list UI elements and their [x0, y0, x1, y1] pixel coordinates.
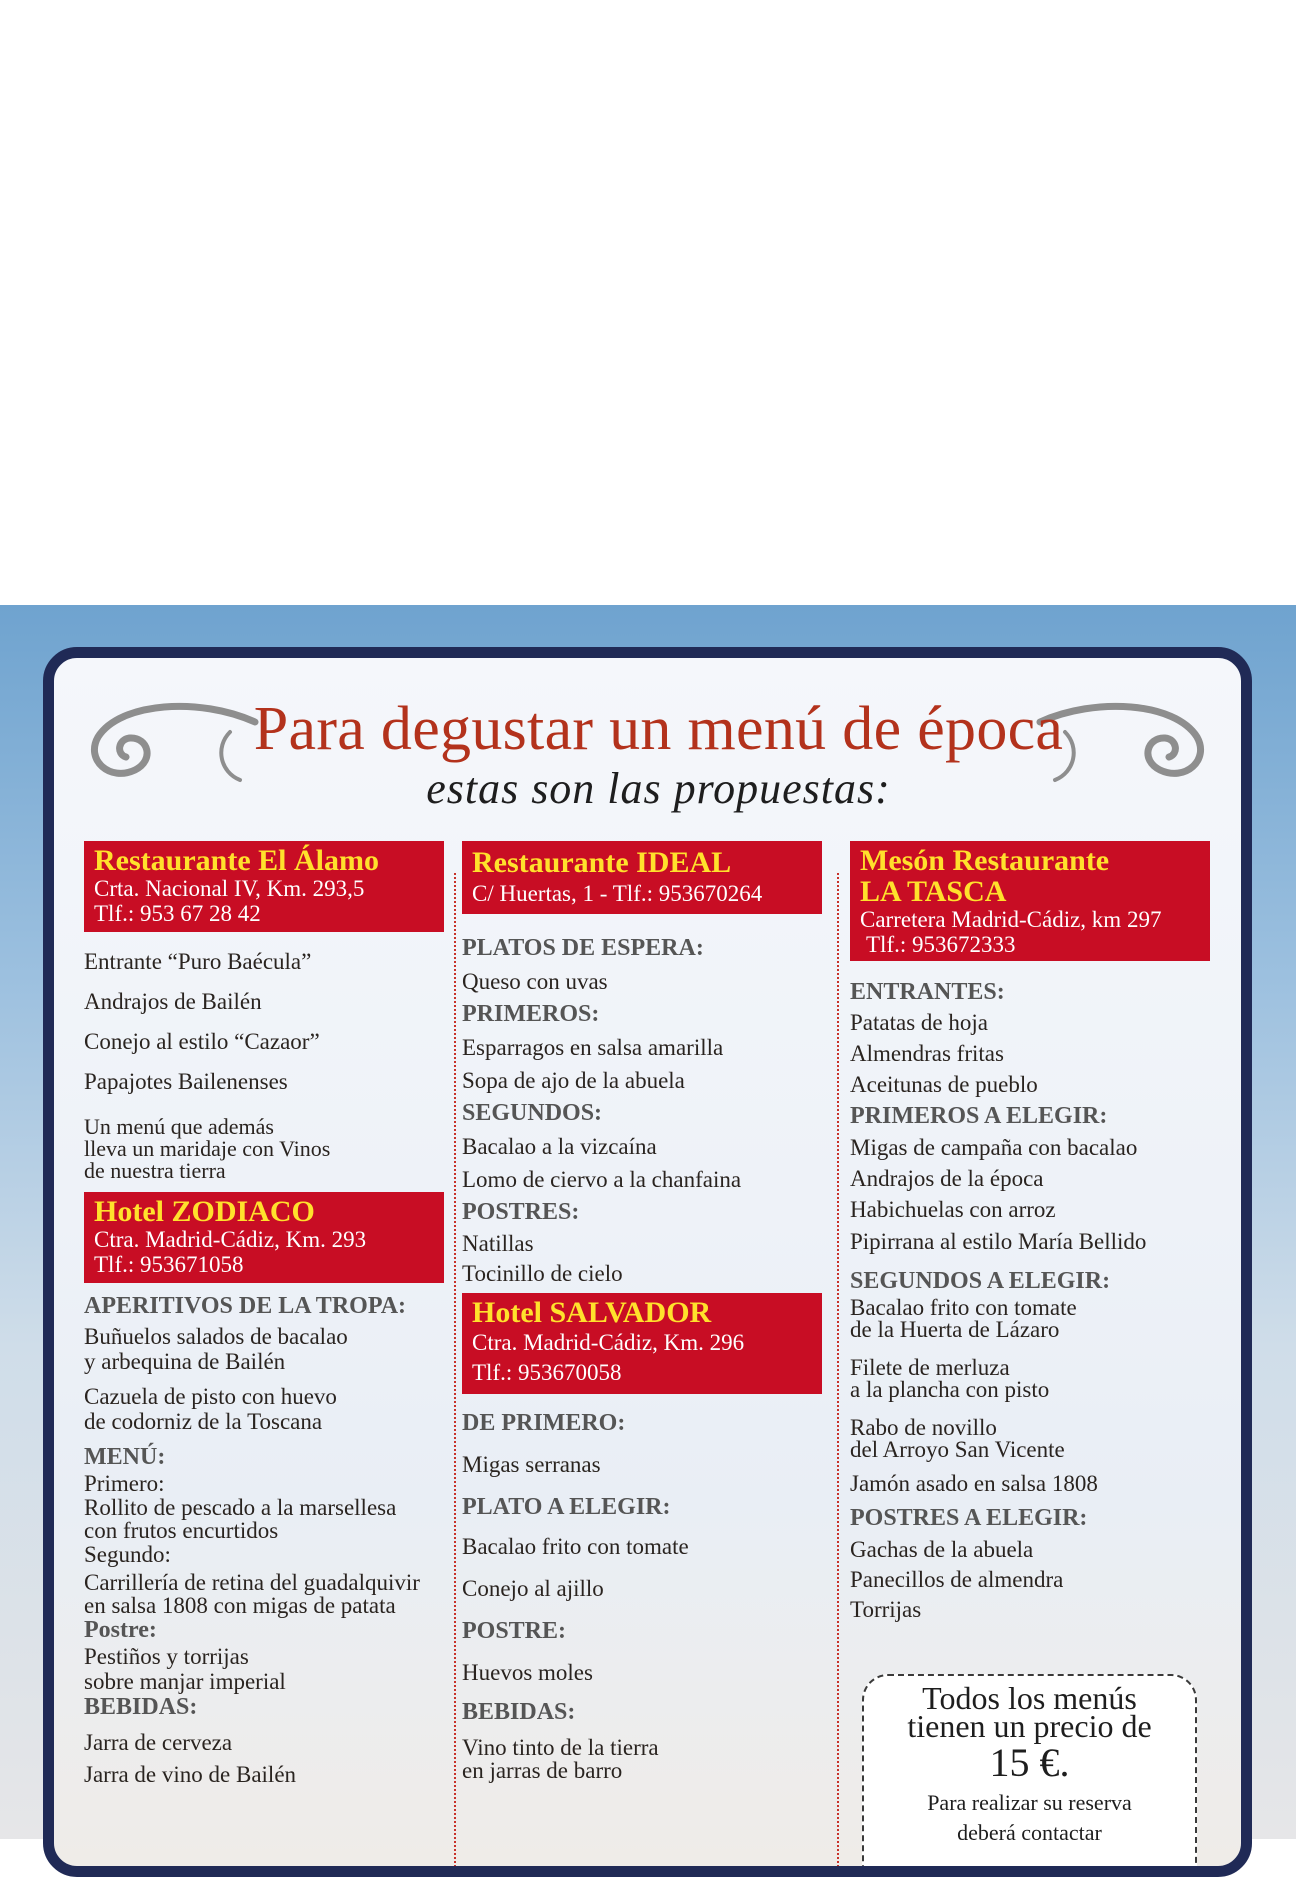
section-heading: POSTRE: — [462, 1618, 567, 1644]
section-heading: SEGUNDOS: — [462, 1100, 603, 1126]
section-heading: APERITIVOS DE LA TROPA: — [84, 1293, 407, 1319]
menu-item: sobre manjar imperial — [84, 1669, 286, 1694]
menu-card — [43, 647, 1252, 1877]
column-middle — [462, 841, 822, 1782]
menu-item: Pipirrana al estilo María Bellido — [850, 1229, 1147, 1254]
menu-note: lleva un maridaje con Vinos — [84, 1136, 331, 1161]
restaurant-name: Restaurante IDEAL — [472, 846, 732, 879]
menu-item: Bacalao a la vizcaína — [462, 1134, 657, 1159]
section-heading: POSTRES A ELEGIR: — [850, 1505, 1088, 1531]
course-label: Primero: — [84, 1471, 165, 1496]
section-heading: POSTRES: — [462, 1199, 580, 1225]
menu-item: a la plancha con pisto — [850, 1377, 1050, 1402]
restaurant-header-salvador — [462, 1293, 822, 1394]
menu-item: y arbequina de Bailén — [84, 1349, 286, 1374]
restaurant-phone: Tlf.: 953671058 — [94, 1252, 244, 1277]
restaurant-address: Crta. Nacional IV, Km. 293,5 — [94, 876, 365, 901]
restaurant-name: Restaurante El Álamo — [94, 844, 379, 877]
menu-item: Rabo de novillo — [850, 1415, 997, 1440]
menu-item: del Arroyo San Vicente — [850, 1437, 1065, 1462]
menu-item: Huevos moles — [462, 1660, 593, 1685]
menu-item: Torrijas — [850, 1597, 922, 1622]
restaurant-name: LA TASCA — [860, 875, 1007, 908]
page-title: Para degustar un menú de época — [253, 695, 1064, 763]
section-heading: ENTRANTES: — [850, 979, 1005, 1005]
restaurant-header-la-tasca — [850, 841, 1210, 961]
section-heading: PRIMEROS: — [462, 1001, 600, 1027]
price-text: Todos los menús — [922, 1680, 1137, 1716]
menu-item: Papajotes Bailenenses — [84, 1069, 288, 1094]
menu-item: Jamón asado en salsa 1808 — [850, 1471, 1098, 1496]
menu-item: Pestiños y torrijas — [84, 1644, 249, 1669]
section-heading: BEBIDAS: — [462, 1699, 576, 1725]
menu-item: en salsa 1808 con migas de patata — [84, 1593, 396, 1618]
section-heading: PRIMEROS A ELEGIR: — [850, 1103, 1108, 1129]
column-left — [84, 841, 444, 1791]
menu-item: Queso con uvas — [462, 969, 608, 994]
restaurant-header-zodiaco — [84, 1192, 444, 1283]
section-heading: SEGUNDOS A ELEGIR: — [850, 1268, 1111, 1294]
price-text: tienen un precio de — [907, 1708, 1152, 1744]
menu-item: de la Huerta de Lázaro — [850, 1317, 1060, 1342]
section-heading: BEBIDAS: — [84, 1694, 198, 1720]
menu-item: Jarra de vino de Bailén — [84, 1762, 297, 1787]
menu-item: con frutos encurtidos — [84, 1518, 279, 1543]
restaurant-name: Mesón Restaurante — [860, 844, 1110, 877]
menu-item: Conejo al estilo “Cazaor” — [84, 1029, 320, 1054]
menu-item: Migas serranas — [462, 1452, 601, 1477]
menu-item: Rollito de pescado a la marsellesa — [84, 1495, 397, 1520]
menu-item: Conejo al ajillo — [462, 1576, 604, 1601]
page-subtitle: estas son las propuestas: — [426, 764, 891, 813]
menu-item: Patatas de hoja — [850, 1010, 988, 1035]
restaurant-phone: Tlf.: 953 67 28 42 — [94, 901, 261, 926]
menu-item: Vino tinto de la tierra — [462, 1735, 659, 1760]
menu-note: de nuestra tierra — [84, 1158, 226, 1183]
reservation-text: Para realizar su reserva — [927, 1790, 1132, 1815]
menu-item: Buñuelos salados de bacalao — [84, 1324, 348, 1349]
menu-item: Esparragos en salsa amarilla — [462, 1035, 724, 1060]
menu-item: Lomo de ciervo a la chanfaina — [462, 1167, 742, 1192]
menu-item: Cazuela de pisto con huevo — [84, 1384, 337, 1409]
restaurant-header-ideal — [462, 841, 822, 914]
menu-item: Carrillería de retina del guadalquivir — [84, 1570, 420, 1595]
menu-item: de codorniz de la Toscana — [84, 1409, 323, 1434]
menu-item: Panecillos de almendra — [850, 1567, 1064, 1592]
menu-item: Bacalao frito con tomate — [462, 1534, 689, 1559]
menu-item: Andrajos de la época — [850, 1166, 1044, 1191]
section-heading: PLATO A ELEGIR: — [462, 1494, 671, 1520]
menu-item: Migas de campaña con bacalao — [850, 1135, 1138, 1160]
menu-note: Un menú que además — [84, 1114, 274, 1139]
menu-item: Entrante “Puro Baécula” — [84, 949, 312, 974]
course-label: Postre: — [84, 1617, 157, 1643]
section-heading: MENÚ: — [84, 1444, 166, 1470]
menu-item: Habichuelas con arroz — [850, 1197, 1056, 1222]
column-divider — [837, 873, 839, 1877]
restaurant-header-el-alamo — [84, 841, 444, 932]
restaurant-address: Ctra. Madrid-Cádiz, Km. 293 — [94, 1227, 367, 1252]
menu-item: en jarras de barro — [462, 1758, 623, 1783]
restaurant-phone: Tlf.: 953670058 — [472, 1360, 622, 1385]
restaurant-phone: Tlf.: 953672333 — [866, 932, 1016, 957]
reservation-text: deberá contactar — [957, 1820, 1102, 1845]
section-heading: DE PRIMERO: — [462, 1410, 626, 1436]
restaurant-name: Hotel SALVADOR — [472, 1296, 712, 1329]
menu-item: Gachas de la abuela — [850, 1537, 1034, 1562]
menu-item: Natillas — [462, 1231, 534, 1256]
restaurant-address: C/ Huertas, 1 - Tlf.: 953670264 — [472, 881, 763, 906]
course-label: Segundo: — [84, 1542, 171, 1567]
menu-item: Sopa de ajo de la abuela — [462, 1068, 685, 1093]
restaurant-address: Ctra. Madrid-Cádiz, Km. 296 — [472, 1330, 745, 1355]
menu-item: Aceitunas de pueblo — [850, 1072, 1038, 1097]
section-heading: PLATOS DE ESPERA: — [462, 935, 704, 961]
restaurant-name: Hotel ZODIACO — [94, 1195, 315, 1228]
menu-item: Bacalao frito con tomate — [850, 1295, 1077, 1320]
menu-item: Jarra de cerveza — [84, 1730, 233, 1755]
column-divider — [454, 873, 456, 1877]
restaurant-address: Carretera Madrid-Cádiz, km 297 — [860, 907, 1162, 932]
price-amount: 15 €. — [989, 1740, 1070, 1785]
menu-item: Filete de merluza — [850, 1355, 1010, 1380]
menu-item: Tocinillo de cielo — [462, 1261, 623, 1286]
menu-item: Almendras fritas — [850, 1041, 1004, 1066]
column-right — [850, 841, 1210, 1625]
price-notice-box — [862, 1674, 1197, 1877]
menu-item: Andrajos de Bailén — [84, 989, 262, 1014]
